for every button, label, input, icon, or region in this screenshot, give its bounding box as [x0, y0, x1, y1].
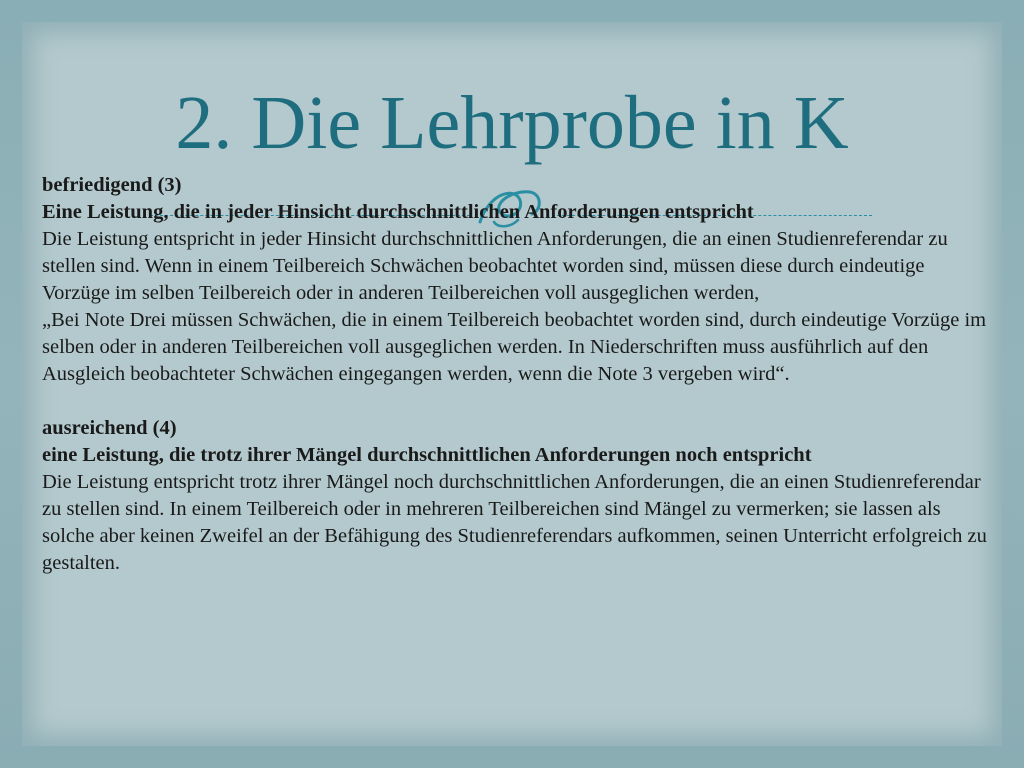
section-subheading-ausreichend: eine Leistung, die trotz ihrer Mängel durchschnittlichen Anforderungen noch entspricht — [42, 444, 812, 466]
section-spacer — [42, 388, 992, 415]
section-heading-ausreichend: ausreichend (4) — [42, 417, 177, 439]
section-paragraph-ausreichend: Die Leistung entspricht trotz ihrer Mängel noch durchschnittlichen Anforderungen, die an einen Studienreferendar zu stellen sind. In einem Teilbereich oder in mehreren Teilbereichen sind Mängel zu vermerken; sie lassen als solche aber keinen Zweifel an der Befähigung des Studienreferendars aufkommen, seinen Unterricht erfolgreich zu gestalten. — [42, 471, 987, 574]
section-paragraph-befriedigend: Die Leistung entspricht in jeder Hinsicht durchschnittlichen Anforderungen, die an einen Studienreferendar zu stellen sind. Wenn in einem Teilbereich Schwächen beobachtet worden sind, müssen diese durch eindeutige Vorzüge im selben Teilbereich oder in anderen Teilbereichen voll ausgeglichen werden, — [42, 228, 948, 304]
section-quote-befriedigend: „Bei Note Drei müssen Schwächen, die in einem Teilbereich beobachtet worden sind, durch eindeutige Vorzüge im selben oder in anderen Teilbereichen voll ausgeglichen werden. In Niederschriften muss ausführlich auf den Ausgleich beobachteter Schwächen eingegangen werden, wenn die Note 3 vergeben wird“. — [42, 309, 987, 385]
slide-title: 2. Die Lehrprobe in K — [175, 81, 849, 165]
slide-body — [42, 172, 992, 577]
section-subheading-befriedigend: Eine Leistung, die in jeder Hinsicht durchschnittlichen Anforderungen entspricht — [42, 201, 754, 223]
section-heading-befriedigend: befriedigend (3) — [42, 174, 182, 196]
